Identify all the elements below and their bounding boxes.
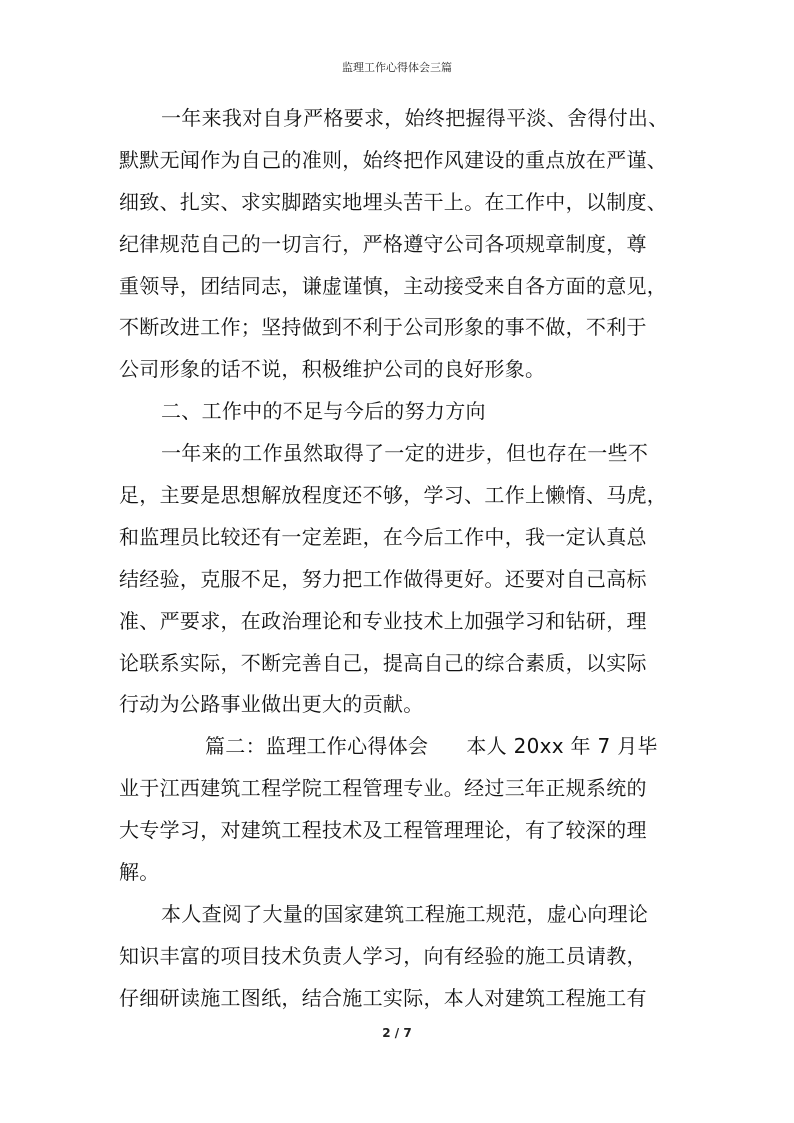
paragraph-line: 知识丰富的项目技术负责人学习，向有经验的施工员请教， — [119, 943, 647, 968]
paragraph-line: 和监理员比较还有一定差距，在今后工作中，我一定认真总 — [119, 524, 647, 549]
paragraph-line: 解。 — [119, 860, 160, 885]
paragraph-line: 纪律规范自己的一切言行，严格遵守公司各项规章制度，尊 — [119, 231, 647, 256]
section-heading: 二、工作中的不足与今后的努力方向 — [161, 399, 486, 424]
paragraph-line: 论联系实际，不断完善自己，提高自己的综合素质，以实际 — [119, 650, 647, 675]
section-title: 篇二：监理工作心得体会 — [205, 734, 429, 759]
paragraph-line: 重领导，团结同志，谦虚谨慎，主动接受来自各方面的意见， — [119, 273, 668, 298]
paragraph-line: 默默无闻作为自己的准则，始终把作风建设的重点放在严谨、 — [119, 147, 668, 172]
paragraph-line: 不断改进工作；坚持做到不利于公司形象的事不做，不利于 — [119, 315, 647, 340]
paragraph-line: 本人 20xx 年 7 月毕 — [466, 734, 658, 759]
paragraph-line: 业于江西建筑工程学院工程管理专业。经过三年正规系统的 — [119, 776, 647, 801]
document-body — [119, 98, 701, 1020]
paragraph-line: 公司形象的话不说，积极维护公司的良好形象。 — [119, 357, 546, 382]
paragraph-line: 足，主要是思想解放程度还不够，学习、工作上懒惰、马虎， — [119, 483, 668, 508]
paragraph-line: 大专学习，对建筑工程技术及工程管理理论，有了较深的理 — [119, 818, 647, 843]
paragraph-line: 一年来的工作虽然取得了一定的进步，但也存在一些不 — [161, 441, 649, 466]
paragraph-line: 本人查阅了大量的国家建筑工程施工规范，虚心向理论 — [161, 901, 649, 926]
page-header: 监理工作心得体会三篇 — [342, 61, 452, 74]
paragraph-line: 准、严要求，在政治理论和专业技术上加强学习和钻研，理 — [119, 608, 647, 633]
page-number: 2 / 7 — [382, 1026, 412, 1040]
paragraph-line: 仔细研读施工图纸，结合施工实际，本人对建筑工程施工有 — [119, 985, 647, 1010]
paragraph-line: 细致、扎实、求实脚踏实地埋头苦干上。在工作中，以制度、 — [119, 189, 668, 214]
section-title-line — [119, 726, 701, 768]
paragraph-line: 行动为公路事业做出更大的贡献。 — [119, 692, 424, 717]
paragraph-line: 结经验，克服不足，努力把工作做得更好。还要对自己高标 — [119, 566, 647, 591]
paragraph-line: 一年来我对自身严格要求，始终把握得平淡、舍得付出、 — [161, 106, 669, 130]
